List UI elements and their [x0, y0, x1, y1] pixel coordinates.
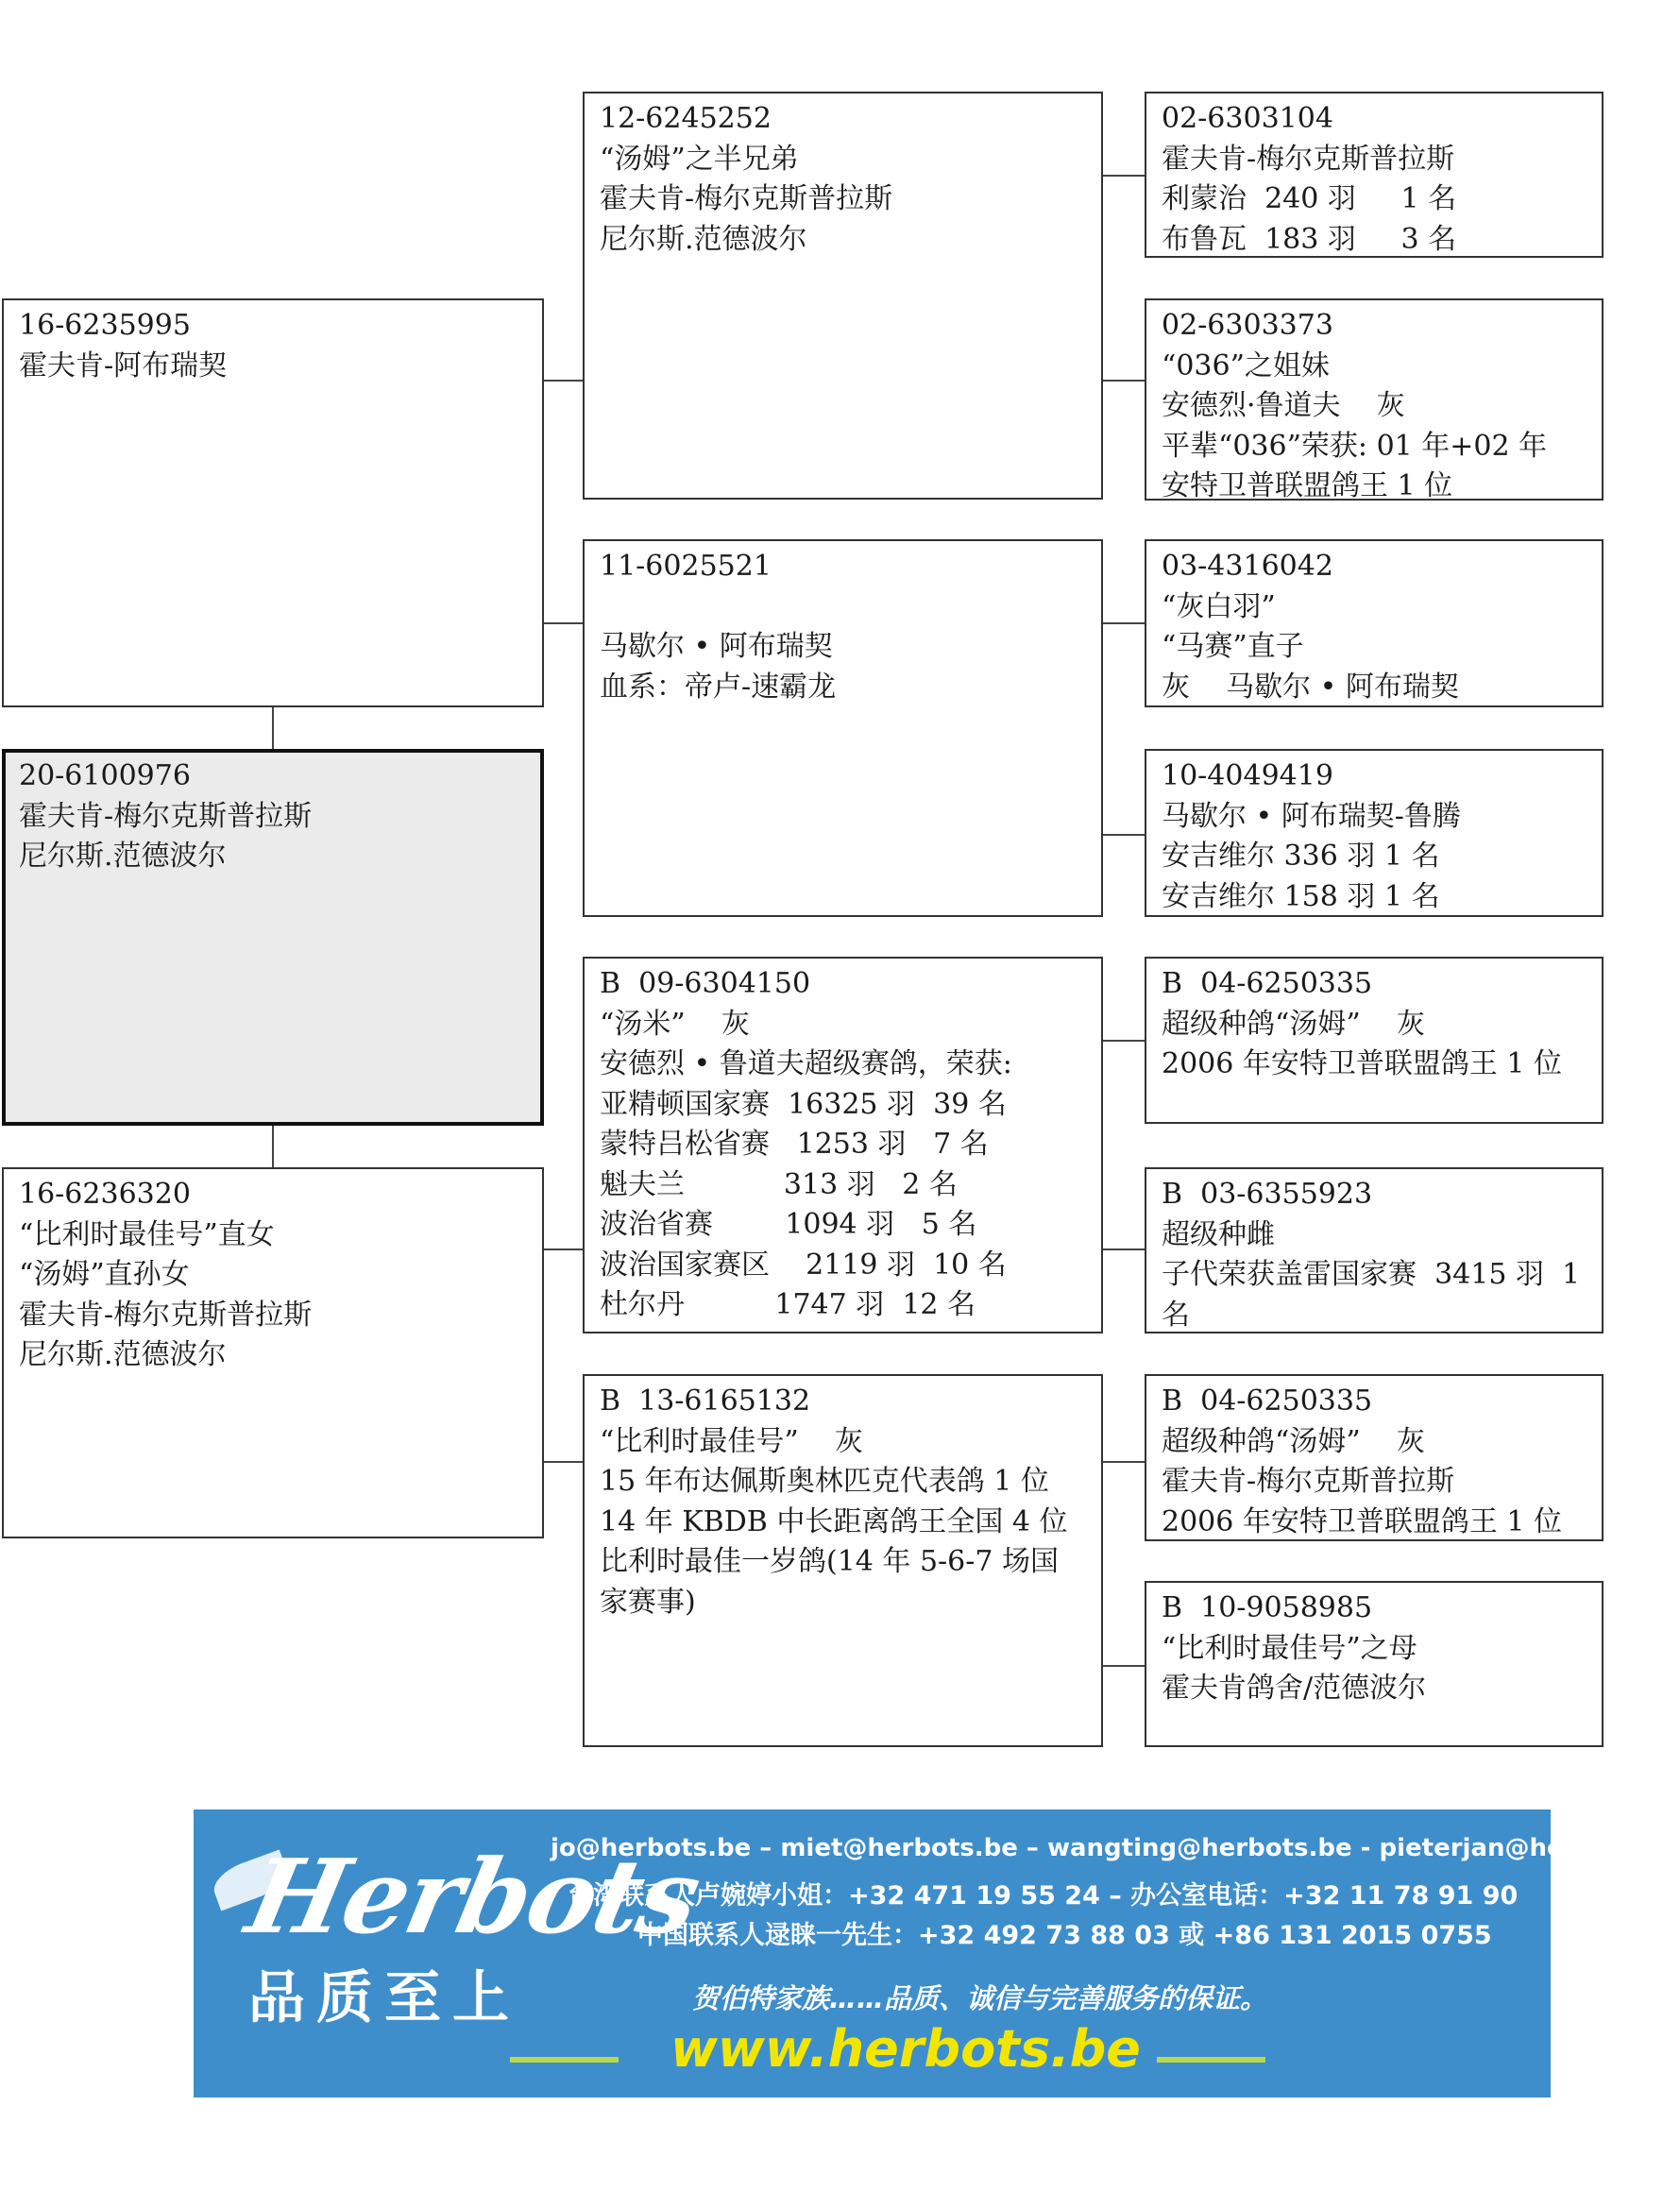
- subject-card: [2, 749, 544, 1126]
- connector: [1103, 1040, 1145, 1042]
- ds-line-7: 波治省赛 1094 羽 5 名: [600, 1208, 977, 1241]
- sds-line-2: “灰白羽”: [1162, 589, 1276, 623]
- sdd-line-3: 安吉维尔 336 羽 1 名: [1162, 840, 1440, 873]
- ss-line-3: 霍夫肯-梅尔克斯普拉斯: [600, 182, 893, 215]
- sire-sire-card: [583, 92, 1103, 500]
- ds-line-3: 安德烈 • 鲁道夫超级赛鸽，荣获:: [600, 1047, 1012, 1080]
- dsd-line-2: 超级种雌: [1162, 1217, 1275, 1251]
- dsd-card: [1145, 1167, 1604, 1333]
- divider-line-right: [1157, 2057, 1265, 2063]
- connector: [1103, 622, 1145, 624]
- dsd-ring: B 03-6355923: [1162, 1178, 1373, 1211]
- banner-website-link[interactable]: www.herbots.be: [670, 2019, 1141, 2079]
- herbots-banner: [194, 1809, 1680, 2098]
- sss-line-2: 霍夫肯-梅尔克斯普拉斯: [1162, 142, 1455, 176]
- connector: [1103, 1248, 1145, 1250]
- subject-ring: 20-6100976: [19, 759, 191, 792]
- banner-slogan: 品质至上: [248, 1965, 520, 2031]
- ddd-line-3: 霍夫肯鸽舍/范德波尔: [1162, 1672, 1427, 1705]
- ddd-line-2: “比利时最佳号”之母: [1162, 1631, 1417, 1665]
- dsd-line-3: 子代荣获盖雷国家赛 3415 羽 1 名: [1162, 1258, 1589, 1332]
- ds-line-8: 波治国家赛区 2119 羽 10 名: [600, 1248, 1007, 1282]
- ssd-ring: 02-6303373: [1162, 309, 1333, 342]
- sds-line-4: 灰 马歇尔 • 阿布瑞契: [1162, 670, 1459, 704]
- dds-line-4: 2006 年安特卫普联盟鸽王 1 位: [1162, 1504, 1563, 1538]
- ds-line-4: 亚精顿国家赛 16325 羽 39 名: [600, 1087, 1007, 1121]
- ddd-card: [1145, 1581, 1604, 1747]
- dss-card: [1145, 957, 1604, 1124]
- dam-line-2: “比利时最佳号”直女: [19, 1217, 275, 1251]
- divider-line-left: [510, 2057, 619, 2063]
- sire-ring: 16-6235995: [19, 309, 191, 342]
- dd-line-3: 15 年布达佩斯奥林匹克代表鸽 1 位: [600, 1465, 1049, 1498]
- sd-ring: 11-6025521: [600, 550, 772, 583]
- sds-line-3: “马赛”直子: [1162, 630, 1304, 663]
- sd-line-2: [600, 587, 1086, 628]
- ds-line-6: 魁夫兰 313 羽 2 名: [600, 1167, 958, 1201]
- connector: [272, 1126, 274, 1167]
- dam-line-4: 霍夫肯-梅尔克斯普拉斯: [19, 1298, 313, 1332]
- ds-ring: B 09-6304150: [600, 967, 811, 1000]
- ss-ring: 12-6245252: [600, 102, 772, 135]
- dds-line-3: 霍夫肯-梅尔克斯普拉斯: [1162, 1465, 1455, 1498]
- subject-line-3: 尼尔斯.范德波尔: [19, 840, 227, 873]
- dss-line-3: 2006 年安特卫普联盟鸽王 1 位: [1162, 1047, 1563, 1080]
- connector: [544, 1248, 583, 1250]
- sd-line-4: 血系：帝卢-速霸龙: [600, 670, 837, 704]
- ddd-ring: B 10-9058985: [1162, 1591, 1373, 1624]
- sds-card: [1145, 539, 1604, 707]
- dss-line-2: 超级种鸽“汤姆” 灰: [1162, 1007, 1425, 1041]
- sire-card: [2, 298, 544, 707]
- connector: [272, 707, 274, 749]
- ssd-line-5: 安特卫普联盟鸽王 1 位: [1162, 469, 1453, 502]
- ssd-line-2: “036”之姐妹: [1162, 348, 1330, 382]
- dds-ring: B 04-6250335: [1162, 1384, 1373, 1418]
- sdd-ring: 10-4049419: [1162, 759, 1333, 792]
- sdd-card: [1145, 749, 1604, 917]
- banner-taiwan-contact: 台湾联系人卢婉婷小姐：+32 471 19 55 24 – 办公室电话：+32 11 78 91 90: [568, 1881, 1519, 1911]
- sd-line-3: 马歇尔 • 阿布瑞契: [600, 630, 833, 663]
- dd-ring: B 13-6165132: [600, 1384, 811, 1418]
- connector: [1103, 175, 1145, 177]
- ds-line-9: 杜尔丹 1747 羽 12 名: [600, 1288, 976, 1321]
- sdd-line-4: 安吉维尔 158 羽 1 名: [1162, 879, 1440, 913]
- sds-ring: 03-4316042: [1162, 550, 1333, 583]
- herbots-logo: Herbots: [237, 1838, 709, 1957]
- banner-emails[interactable]: jo@herbots.be – miet@herbots.be – wangting@herbots.be - pieterjan@herbots.be: [551, 1834, 1680, 1862]
- connector: [1103, 380, 1145, 382]
- dam-line-5: 尼尔斯.范德波尔: [19, 1338, 227, 1371]
- connector: [1103, 834, 1145, 836]
- ssd-card: [1145, 298, 1604, 501]
- banner-motto: 贺伯特家族……品质、诚信与完善服务的保证。: [692, 1982, 1268, 2014]
- sss-card: [1145, 92, 1604, 258]
- dd-line-4: 14 年 KBDB 中长距离鸽王全国 4 位: [600, 1504, 1068, 1538]
- connector: [1103, 1461, 1145, 1463]
- ds-line-2: “汤米” 灰: [600, 1007, 750, 1041]
- connector: [544, 622, 583, 624]
- connector: [1103, 1665, 1145, 1667]
- ssd-line-4: 平辈“036”荣获: 01 年+02 年: [1162, 429, 1548, 463]
- dds-card: [1145, 1374, 1604, 1541]
- sire-dam-card: [583, 539, 1103, 917]
- dam-card: [2, 1167, 544, 1538]
- connector: [544, 1461, 583, 1463]
- ss-line-2: “汤姆”之半兄弟: [600, 142, 799, 176]
- dds-line-2: 超级种鸽“汤姆” 灰: [1162, 1424, 1425, 1458]
- ssd-line-3: 安德烈·鲁道夫 灰: [1162, 389, 1405, 422]
- ds-line-5: 蒙特吕松省赛 1253 羽 7 名: [600, 1128, 989, 1161]
- sss-line-3: 利蒙治 240 羽 1 名: [1162, 182, 1457, 215]
- sss-ring: 02-6303104: [1162, 102, 1333, 135]
- sire-line-2: 霍夫肯-阿布瑞契: [19, 348, 228, 382]
- sdd-line-2: 马歇尔 • 阿布瑞契-鲁腾: [1162, 799, 1461, 833]
- sss-line-4: 布鲁瓦 183 羽 3 名: [1162, 222, 1457, 256]
- connector: [544, 380, 583, 382]
- dd-line-5: 比利时最佳一岁鸽(14 年 5-6-7 场国家赛事): [600, 1545, 1060, 1619]
- dam-ring: 16-6236320: [19, 1178, 191, 1211]
- dd-line-2: “比利时最佳号” 灰: [600, 1424, 863, 1458]
- banner-china-contact: 中国联系人逯睐一先生：+32 492 73 88 03 或 +86 131 2015 0755: [637, 1921, 1492, 1950]
- dam-dam-card: [583, 1374, 1103, 1747]
- dam-sire-card: [583, 957, 1103, 1333]
- ss-line-4: 尼尔斯.范德波尔: [600, 222, 807, 256]
- subject-line-2: 霍夫肯-梅尔克斯普拉斯: [19, 799, 313, 833]
- dss-ring: B 04-6250335: [1162, 967, 1373, 1000]
- dam-line-3: “汤姆”直孙女: [19, 1258, 190, 1291]
